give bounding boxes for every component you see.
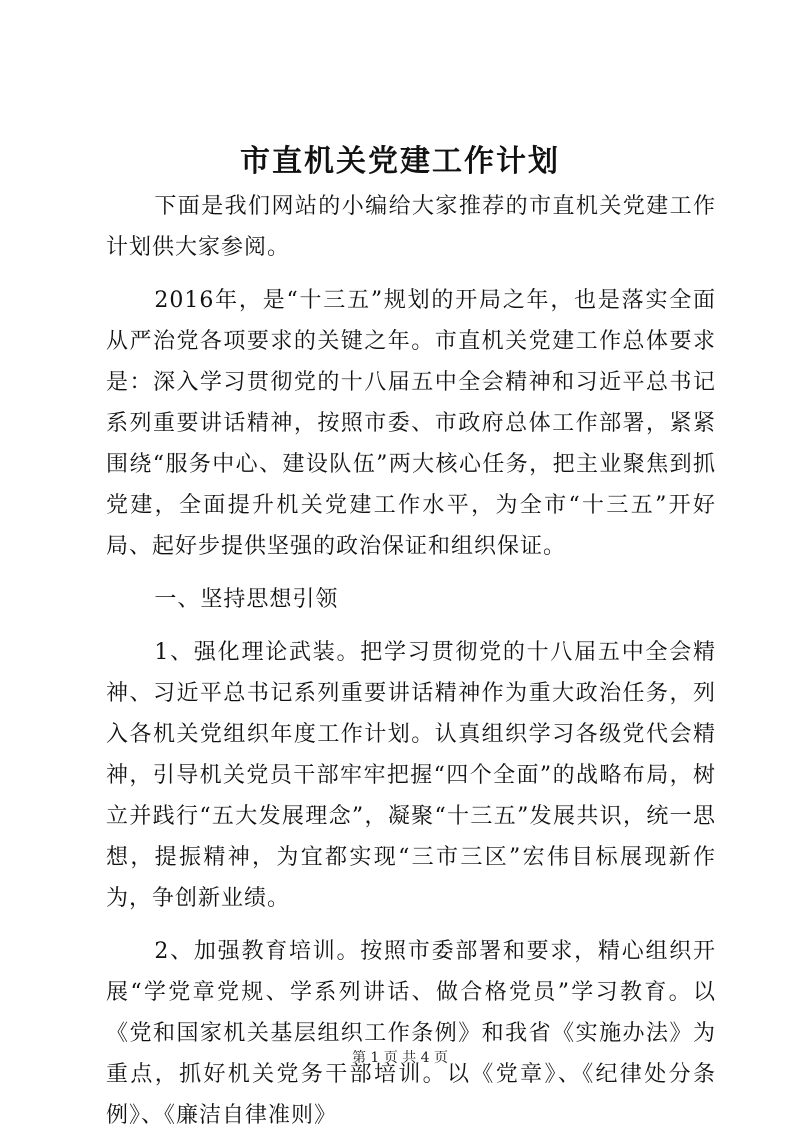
page-number-footer: 第 1 页 共 4 页 xyxy=(351,1050,449,1066)
intro-paragraph: 下面是我们网站的小编给大家推荐的市直机关党建工作计划供大家参阅。 xyxy=(106,194,716,260)
item-1-paragraph: 1、强化理论武装。把学习贯彻党的十八届五中全会精神、习近平总书记系列重要讲话精神作为重大政治任务，列入各机关党组织年度工作计划。认真组织学习各级党代会精神，引导机关党员干部牢牢把握“四个全面”的战略布局，树立并践行“五大发展理念”，凝聚“十三五”发展共识，统一思想，提振精神，为宜都实现“三市三区”宏伟目标展现新作为，争创新业绩。 xyxy=(106,640,716,911)
item-2-paragraph: 2、加强教育培训。按照市委部署和要求，精心组织开展“学党章党规、学系列讲话、做合格党员”学习教育。以《党和国家机关基层组织工作条例》和我省《实施办法》为重点，抓好机关党务干部培训。以《党章》、《纪律处分条例》、《廉洁自律准则》 xyxy=(106,939,716,1128)
document-body xyxy=(106,186,716,1148)
section-heading: 一、坚持思想引领 xyxy=(154,587,339,612)
document-title: 市直机关党建工作计划 xyxy=(240,144,560,179)
overview-paragraph: 2016年，是“十三五”规划的开局之年，也是落实全面从严治党各项要求的关键之年。市直机关党建工作总体要求是：深入学习贯彻党的十八届五中全会精神和习近平总书记系列重要讲话精神，按照市委、市政府总体工作部署，紧紧围绕“服务中心、建设队伍”两大核心任务，把主业聚焦到抓党建，全面提升机关党建工作水平，为全市“十三五”开好局、起好步提供坚强的政治保证和组织保证。 xyxy=(106,288,716,559)
